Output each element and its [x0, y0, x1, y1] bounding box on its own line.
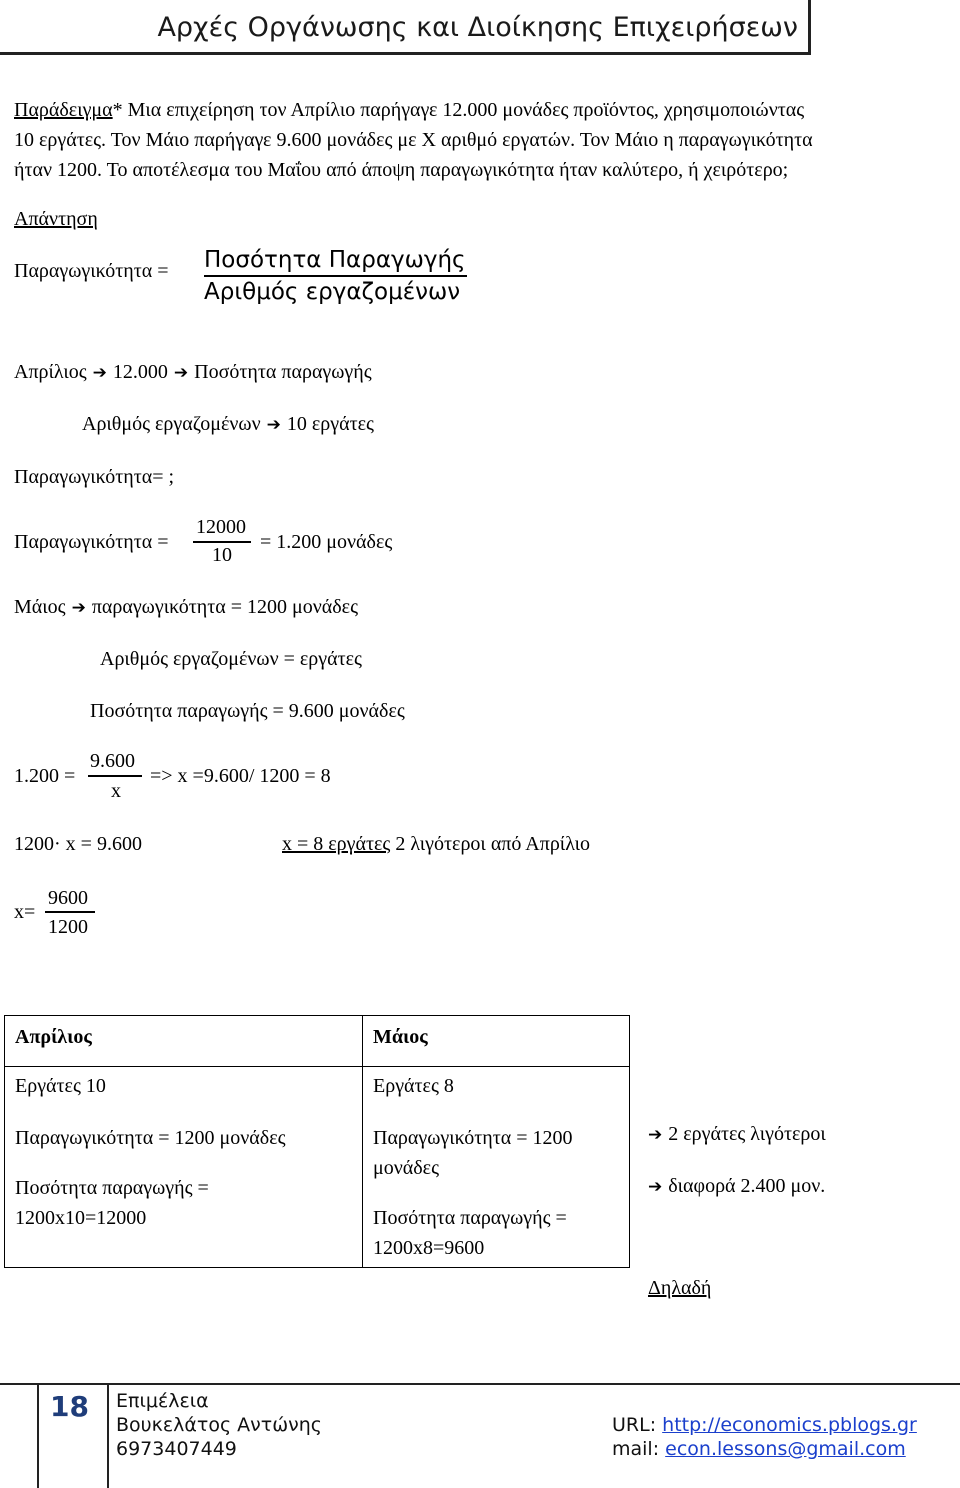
formula-fraction-bar — [204, 275, 467, 277]
may-qty-cell-line1: Ποσότητα παραγωγής = — [373, 1207, 567, 1229]
april-workers-label: Αριθμός εργαζομένων — [82, 413, 261, 435]
arrow-right-icon: ➔ — [92, 363, 107, 383]
formula-numerator: Ποσότητα Παραγωγής — [204, 247, 466, 273]
formula-lhs: Παραγωγικότητα = — [14, 260, 169, 282]
footer-phone: 6973407449 — [116, 1438, 237, 1460]
april-workers: 10 εργάτες — [286, 413, 374, 435]
eq2-left: 1200· x = 9.600 — [14, 833, 142, 855]
side-note-2 — [648, 1174, 825, 1199]
footer-url-link[interactable]: http://economics.pblogs.gr — [662, 1414, 917, 1436]
april-label: Απρίλιος — [14, 361, 87, 383]
april-productivity-cell: Παραγωγικότητα = 1200 μονάδες — [15, 1127, 286, 1149]
side-note-2-text: διαφορά 2.400 μον. — [668, 1175, 826, 1197]
answer-label: Απάντηση — [14, 208, 98, 230]
footer-mail-line — [612, 1437, 906, 1462]
conclusion-label: Δηλαδή — [648, 1277, 712, 1299]
arrow-right-icon: ➔ — [173, 363, 189, 383]
example-line-2: 10 εργάτες. Τον Μάιο παρήγαγε 9.600 μονάδες με Χ αριθμό εργατών. Τον Μάιο η παραγωγικότητα — [14, 129, 813, 151]
may-label: Μάιος — [14, 596, 66, 618]
formula-denominator: Αριθμός εργαζομένων — [204, 279, 461, 305]
april-qty: 12.000 — [112, 361, 168, 383]
prod-calc-result: = 1.200 μονάδες — [260, 531, 393, 553]
side-note-1 — [648, 1122, 826, 1147]
example-label: Παράδειγμα — [14, 99, 113, 121]
may-line-2: Αριθμός εργαζομένων = εργάτες — [100, 648, 362, 670]
eq1-fraction-bar — [88, 775, 142, 777]
may-line-1 — [14, 595, 358, 620]
example-line-1-text: * Μια επιχείρηση τον Απρίλιο παρήγαγε 12.000 μονάδες προϊόντος, χρησιμοποιώντας — [112, 99, 805, 121]
may-line-3: Ποσότητα παραγωγής = 9.600 μονάδες — [90, 700, 405, 722]
footer-url-label: URL: — [612, 1414, 657, 1436]
april-qty-cell-line2: 1200x10=12000 — [15, 1207, 147, 1229]
comparison-table — [4, 1015, 630, 1268]
footer-edit-label: Επιμέλεια — [116, 1390, 209, 1412]
footer-mail-link[interactable]: econ.lessons@gmail.com — [665, 1438, 906, 1460]
footer-url-line — [612, 1413, 917, 1438]
page-number: 18 — [50, 1390, 89, 1423]
arrow-right-icon: ➔ — [648, 1177, 663, 1197]
document-header-title: Αρχές Οργάνωσης και Διοίκησης Επιχειρήσεων — [157, 12, 798, 43]
arrow-right-icon: ➔ — [71, 598, 86, 618]
example-line-1 — [14, 98, 804, 122]
april-qty-label: Ποσότητα παραγωγής — [194, 361, 372, 383]
table-header-may-text: Μάιος — [373, 1026, 428, 1048]
header-vertical-bar — [808, 0, 811, 55]
table-header-april-text: Απρίλιος — [15, 1026, 92, 1048]
footer-author: Βουκελάτος Αντώνης — [116, 1414, 322, 1436]
april-workers-cell: Εργάτες 10 — [15, 1075, 106, 1097]
eq3-denominator: 1200 — [48, 916, 88, 938]
table-header-april — [5, 1016, 363, 1067]
may-productivity: παραγωγικότητα = 1200 μονάδες — [91, 596, 358, 618]
eq1-denominator: x — [111, 780, 121, 802]
arrow-right-icon: ➔ — [648, 1125, 663, 1145]
eq2-result — [282, 832, 590, 856]
may-qty-cell-line2: 1200x8=9600 — [373, 1237, 485, 1259]
example-line-3: ήταν 1200. Το αποτέλεσμα του Μαΐου από άποψη παραγωγικότητα ήταν καλύτερο, ή χειρότερο; — [14, 159, 789, 181]
april-workers-line — [82, 412, 374, 437]
eq3-fraction-bar — [45, 911, 95, 913]
eq1-numerator: 9.600 — [90, 750, 135, 772]
may-workers-cell: Εργάτες 8 — [373, 1075, 454, 1097]
footer-rule — [0, 1383, 960, 1385]
prod-calc-lhs: Παραγωγικότητα = — [14, 531, 169, 553]
header-rule — [0, 52, 808, 55]
table-cell-april — [5, 1067, 363, 1268]
may-productivity-cell-line1: Παραγωγικότητα = 1200 — [373, 1127, 573, 1149]
eq2-right: 2 λιγότεροι από Απρίλιο — [390, 833, 591, 855]
april-line — [14, 360, 372, 385]
april-qty-cell-line1: Ποσότητα παραγωγής = — [15, 1177, 209, 1199]
may-productivity-cell-line2: μονάδες — [373, 1157, 439, 1179]
eq1-rhs: => x =9.600/ 1200 = 8 — [150, 765, 331, 787]
prod-calc-denominator: 10 — [212, 544, 232, 566]
productivity-question: Παραγωγικότητα= ; — [14, 466, 175, 488]
side-note-1-text: 2 εργάτες λιγότεροι — [668, 1123, 826, 1145]
footer-mail-label: mail: — [612, 1438, 660, 1460]
eq3-lhs: x= — [14, 901, 36, 923]
arrow-right-icon: ➔ — [266, 415, 281, 435]
eq1-lhs: 1.200 = — [14, 765, 76, 787]
eq2-mid: x = 8 εργάτες — [282, 833, 391, 855]
eq3-numerator: 9600 — [48, 887, 88, 909]
table-cell-may — [363, 1067, 630, 1268]
prod-calc-numerator: 12000 — [196, 516, 246, 538]
table-header-may — [363, 1016, 630, 1067]
